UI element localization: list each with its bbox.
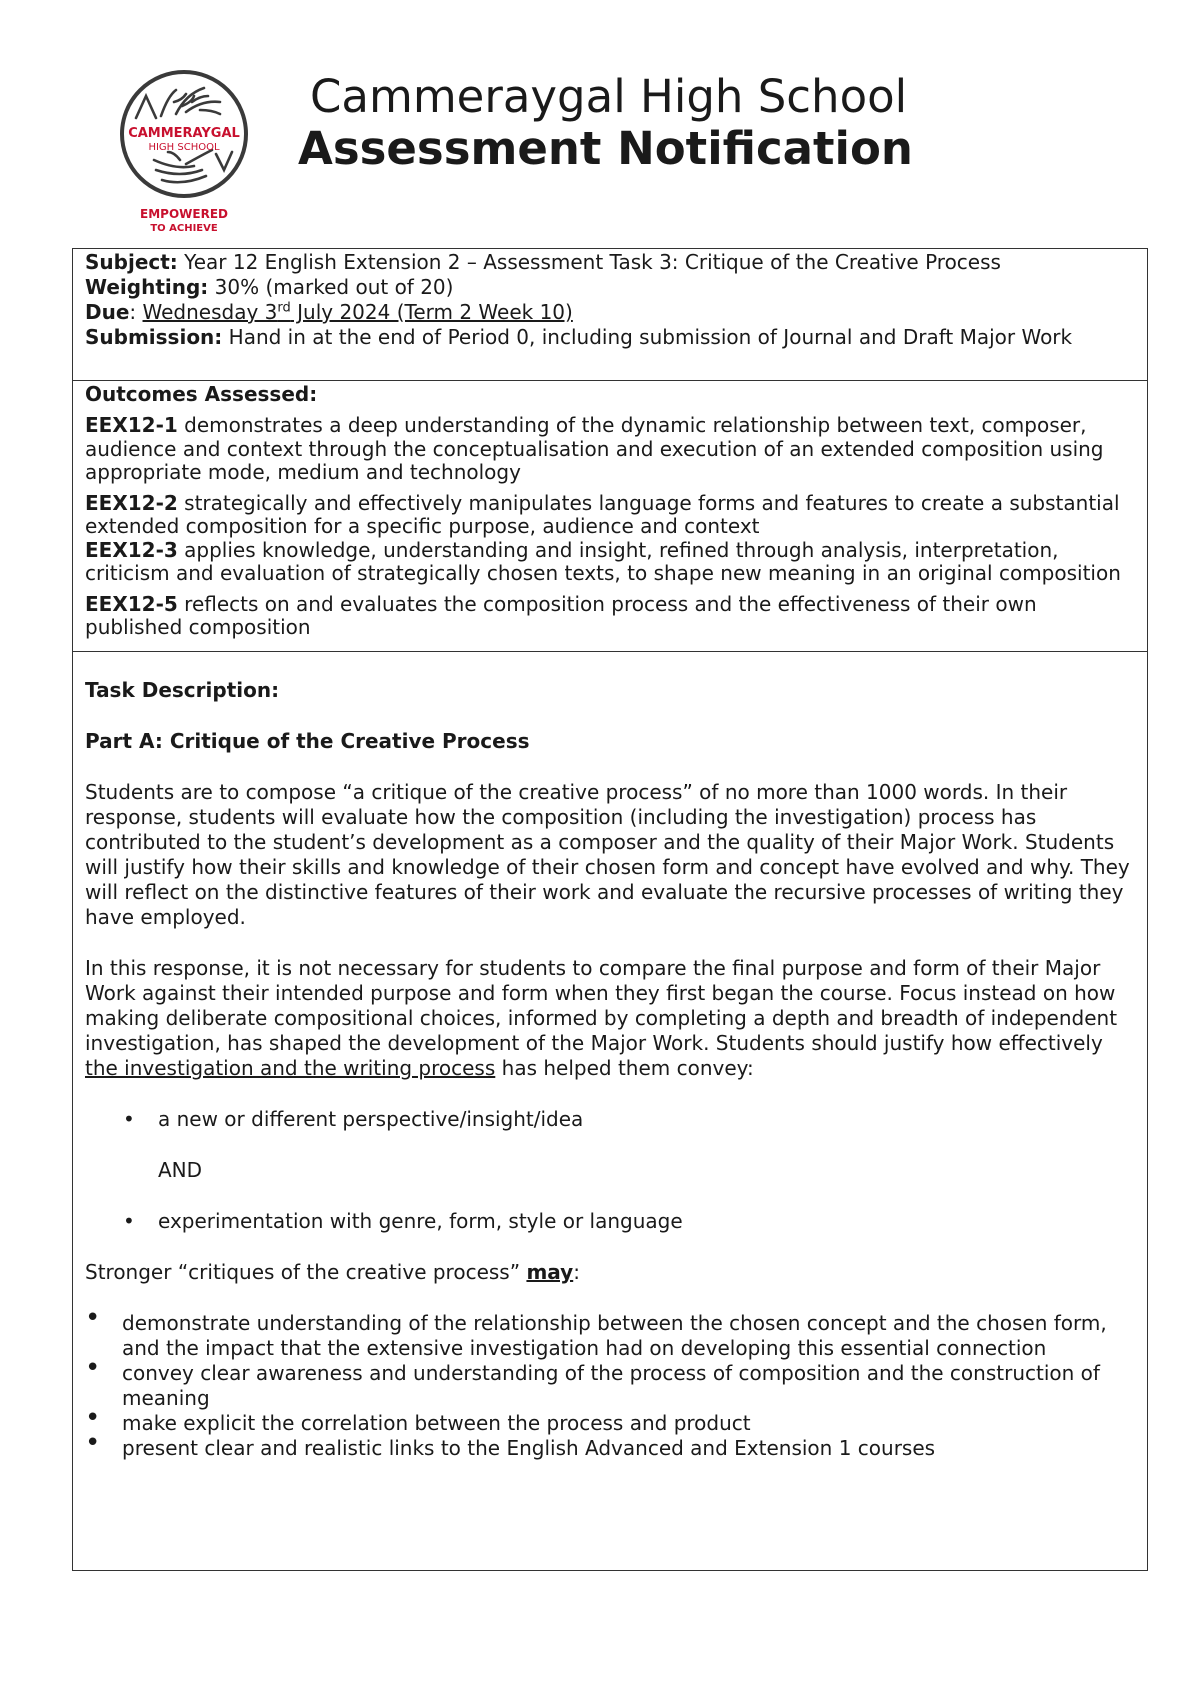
weighting-value: 30% (marked out of 20) [208, 275, 454, 299]
list-item: • a new or different perspective/insight/idea [85, 1107, 1135, 1132]
weighting-label: Weighting: [85, 275, 209, 299]
task-heading: Task Description: [85, 678, 280, 702]
logo-name-line1: CAMMERAYGAL [128, 126, 240, 141]
logo-name-line2: HIGH SCHOOL [148, 142, 220, 153]
stronger-end: : [573, 1260, 580, 1284]
criteria-list [85, 1311, 1135, 1461]
task-description-box [72, 651, 1148, 1571]
due-date-suffix: rd [277, 300, 291, 316]
school-name: Cammeraygal High School [310, 70, 908, 123]
stronger-text: Stronger “critiques of the creative process” [85, 1260, 527, 1284]
task-paragraph-2 [85, 956, 1135, 1081]
stronger-intro [85, 1260, 1135, 1285]
task-paragraph-1: Students are to compose “a critique of the creative process” of no more than 1000 words. In their response, students will evaluate how the composition (including the investigation) process has contributed to the student’s development as a composer and the quality of their Major Work. Students will justify how their skills and knowledge of their chosen form and concept have evolved and why. They will reflect on the distinctive features of their work and evaluate the recursive processes of writing they have employed. [85, 780, 1130, 929]
list-item: • convey clear awareness and understanding of the process of composition and the construction of meaning [85, 1361, 1135, 1411]
outcome-code: EEX12-1 [85, 413, 178, 437]
logo-motto-line2: TO ACHIEVE [150, 223, 218, 234]
due-row [85, 300, 1135, 325]
task-paragraph-2-end: has helped them convey: [495, 1056, 754, 1080]
details-box [72, 248, 1148, 381]
due-label: Due [85, 300, 130, 324]
outcome-item [85, 414, 1135, 485]
logo-motto-line1: EMPOWERED [140, 207, 228, 221]
outcomes-box [72, 380, 1148, 652]
and-text: AND [158, 1158, 203, 1182]
outcome-code: EEX12-3 [85, 537, 178, 562]
list-item: • demonstrate understanding of the relationship between the chosen concept and the chosen form, and the impact that the extensive investigation had on developing this essential connection [85, 1311, 1135, 1361]
page-title: Assessment Notification [298, 122, 913, 175]
task-paragraph-2-underline: the investigation and the writing process [85, 1056, 496, 1080]
convey-list [85, 1209, 1135, 1234]
outcome-text: applies knowledge, understanding and insight, refined through analysis, interpretation, criticism and evaluation of strategically chosen texts, to shape new meaning in an original composition [85, 537, 1121, 585]
weighting-row [85, 275, 1135, 300]
school-logo [116, 66, 252, 236]
due-date-rest: July 2024 (Term 2 Week 10) [290, 300, 573, 324]
submission-value: Hand in at the end of Period 0, including submission of Journal and Draft Major Work [222, 325, 1073, 349]
list-item: • present clear and realistic links to the English Advanced and Extension 1 courses [85, 1436, 1135, 1461]
part-heading: Part A: Critique of the Creative Process [85, 729, 530, 753]
due-separator: : [129, 300, 143, 324]
list-item: • make explicit the correlation between the process and product [85, 1411, 1135, 1436]
subject-value: Year 12 English Extension 2 – Assessment Task 3: Critique of the Creative Process [177, 250, 1001, 274]
outcome-item [85, 593, 1135, 640]
school-crest-icon [116, 66, 252, 236]
outcome-item [85, 539, 1135, 586]
outcome-code: EEX12-2 [85, 490, 178, 515]
subject-row [85, 250, 1135, 275]
submission-label: Submission: [85, 325, 223, 349]
outcome-text: reflects on and evaluates the composition process and the effectiveness of their own published composition [85, 591, 1037, 639]
list-item: • experimentation with genre, form, style or language [85, 1209, 1135, 1234]
convey-list [85, 1107, 1135, 1132]
stronger-emphasis: may [526, 1260, 574, 1284]
due-value [143, 300, 573, 324]
outcome-code: EEX12-5 [85, 591, 178, 616]
outcome-item [85, 492, 1135, 539]
due-date-day: Wednesday 3 [142, 300, 278, 324]
outcome-text: strategically and effectively manipulates language forms and features to create a substantial extended composition for a specific purpose, audience and context [85, 490, 1120, 538]
outcome-text: demonstrates a deep understanding of the dynamic relationship between text, composer, audience and context through the conceptualisation and execution of an extended composition using appropriate mode, medium and technology [85, 413, 1104, 484]
task-paragraph-2-text: In this response, it is not necessary for students to compare the final purpose and form of their Major Work against their intended purpose and form when they first began the course. Focus instead on how making deliberate compositional choices, informed by completing a depth and breadth of independent investigation, has shaped the development of the Major Work. Students should justify how effectively [85, 956, 1118, 1055]
outcomes-heading: Outcomes Assessed: [85, 382, 318, 406]
subject-label: Subject: [85, 250, 178, 274]
submission-row [85, 325, 1135, 350]
